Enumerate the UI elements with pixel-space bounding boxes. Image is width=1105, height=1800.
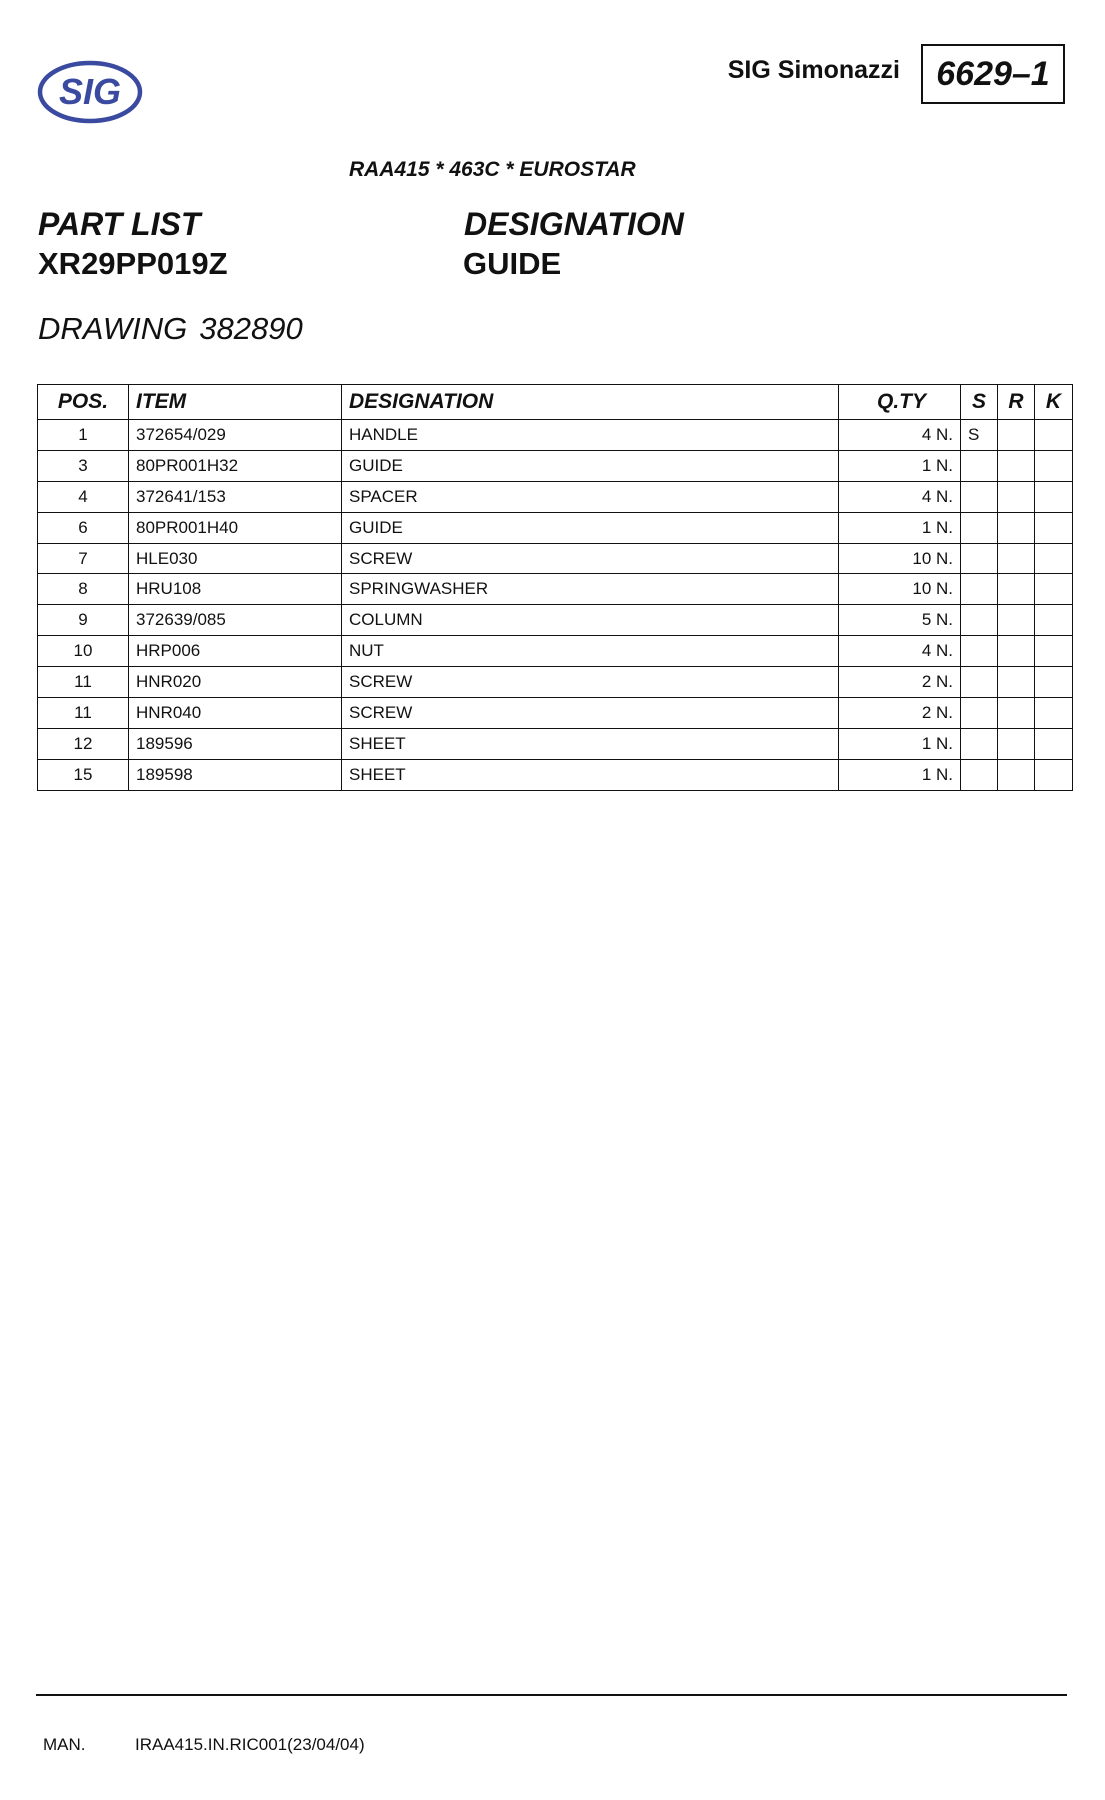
cell-qty: 10 N. bbox=[839, 543, 961, 574]
cell-k bbox=[1035, 605, 1073, 636]
part-list-code: XR29PP019Z bbox=[38, 246, 228, 281]
cell-qty: 4 N. bbox=[839, 481, 961, 512]
cell-item: 372639/085 bbox=[129, 605, 342, 636]
table-row bbox=[38, 574, 1073, 605]
document-number-box bbox=[921, 44, 1065, 104]
table-row bbox=[38, 667, 1073, 698]
cell-s bbox=[961, 450, 998, 481]
cell-r bbox=[998, 667, 1035, 698]
document-number: 6629–1 bbox=[936, 54, 1050, 93]
cell-item: HLE030 bbox=[129, 543, 342, 574]
cell-designation: COLUMN bbox=[342, 605, 839, 636]
cell-r bbox=[998, 512, 1035, 543]
cell-item: 80PR001H40 bbox=[129, 512, 342, 543]
cell-item: 372654/029 bbox=[129, 420, 342, 451]
cell-r bbox=[998, 759, 1035, 790]
cell-qty: 4 N. bbox=[839, 420, 961, 451]
cell-qty: 2 N. bbox=[839, 698, 961, 729]
cell-designation: GUIDE bbox=[342, 450, 839, 481]
cell-s bbox=[961, 543, 998, 574]
cell-s bbox=[961, 481, 998, 512]
header-item: ITEM bbox=[129, 385, 342, 420]
cell-s bbox=[961, 574, 998, 605]
drawing-label: DRAWING bbox=[38, 311, 188, 346]
cell-r bbox=[998, 574, 1035, 605]
cell-s: S bbox=[961, 420, 998, 451]
cell-qty: 4 N. bbox=[839, 636, 961, 667]
cell-k bbox=[1035, 574, 1073, 605]
footer-rule bbox=[36, 1694, 1067, 1696]
cell-designation: SPRINGWASHER bbox=[342, 574, 839, 605]
footer-label: MAN. bbox=[43, 1735, 86, 1754]
svg-text:SIG: SIG bbox=[58, 71, 122, 112]
cell-designation: SHEET bbox=[342, 759, 839, 790]
cell-k bbox=[1035, 698, 1073, 729]
cell-pos: 4 bbox=[38, 481, 129, 512]
table-row bbox=[38, 420, 1073, 451]
cell-s bbox=[961, 605, 998, 636]
cell-item: HNR020 bbox=[129, 667, 342, 698]
model-line: RAA415 * 463C * EUROSTAR bbox=[349, 158, 636, 181]
header-pos: POS. bbox=[38, 385, 129, 420]
part-list-label: PART LIST bbox=[38, 206, 201, 242]
cell-qty: 1 N. bbox=[839, 728, 961, 759]
table-row bbox=[38, 450, 1073, 481]
cell-k bbox=[1035, 543, 1073, 574]
cell-designation: HANDLE bbox=[342, 420, 839, 451]
company-name: SIG Simonazzi bbox=[727, 56, 900, 84]
designation-label: DESIGNATION bbox=[464, 206, 684, 242]
cell-r bbox=[998, 420, 1035, 451]
header-r: R bbox=[998, 385, 1035, 420]
cell-k bbox=[1035, 667, 1073, 698]
cell-qty: 1 N. bbox=[839, 512, 961, 543]
cell-pos: 8 bbox=[38, 574, 129, 605]
table-row bbox=[38, 698, 1073, 729]
cell-pos: 10 bbox=[38, 636, 129, 667]
cell-pos: 1 bbox=[38, 420, 129, 451]
cell-r bbox=[998, 728, 1035, 759]
cell-s bbox=[961, 667, 998, 698]
cell-designation: SCREW bbox=[342, 543, 839, 574]
cell-pos: 7 bbox=[38, 543, 129, 574]
cell-pos: 3 bbox=[38, 450, 129, 481]
header-designation: DESIGNATION bbox=[342, 385, 839, 420]
table-row bbox=[38, 728, 1073, 759]
cell-item: 189596 bbox=[129, 728, 342, 759]
cell-designation: SHEET bbox=[342, 728, 839, 759]
table-row bbox=[38, 605, 1073, 636]
sig-logo bbox=[37, 60, 143, 124]
cell-r bbox=[998, 698, 1035, 729]
cell-r bbox=[998, 481, 1035, 512]
cell-item: 189598 bbox=[129, 759, 342, 790]
table-row bbox=[38, 512, 1073, 543]
cell-k bbox=[1035, 759, 1073, 790]
header-k: K bbox=[1035, 385, 1073, 420]
cell-qty: 5 N. bbox=[839, 605, 961, 636]
table-row bbox=[38, 759, 1073, 790]
cell-pos: 6 bbox=[38, 512, 129, 543]
cell-designation: SCREW bbox=[342, 698, 839, 729]
cell-designation: GUIDE bbox=[342, 512, 839, 543]
cell-s bbox=[961, 728, 998, 759]
cell-item: HRP006 bbox=[129, 636, 342, 667]
footer-code: IRAA415.IN.RIC001(23/04/04) bbox=[135, 1735, 365, 1754]
cell-k bbox=[1035, 420, 1073, 451]
cell-designation: SCREW bbox=[342, 667, 839, 698]
cell-pos: 12 bbox=[38, 728, 129, 759]
cell-qty: 1 N. bbox=[839, 759, 961, 790]
cell-item: HRU108 bbox=[129, 574, 342, 605]
cell-r bbox=[998, 636, 1035, 667]
header-qty: Q.TY bbox=[839, 385, 961, 420]
table-row bbox=[38, 543, 1073, 574]
table-row bbox=[38, 481, 1073, 512]
cell-k bbox=[1035, 512, 1073, 543]
cell-s bbox=[961, 636, 998, 667]
cell-qty: 1 N. bbox=[839, 450, 961, 481]
cell-designation: SPACER bbox=[342, 481, 839, 512]
table-header-row bbox=[38, 385, 1073, 420]
drawing-number: 382890 bbox=[199, 311, 303, 346]
cell-qty: 2 N. bbox=[839, 667, 961, 698]
parts-table bbox=[37, 384, 1073, 791]
cell-pos: 11 bbox=[38, 667, 129, 698]
cell-pos: 15 bbox=[38, 759, 129, 790]
cell-k bbox=[1035, 728, 1073, 759]
table-row bbox=[38, 636, 1073, 667]
cell-s bbox=[961, 759, 998, 790]
cell-r bbox=[998, 605, 1035, 636]
cell-item: HNR040 bbox=[129, 698, 342, 729]
designation-value: GUIDE bbox=[463, 246, 562, 281]
cell-designation: NUT bbox=[342, 636, 839, 667]
cell-item: 372641/153 bbox=[129, 481, 342, 512]
cell-item: 80PR001H32 bbox=[129, 450, 342, 481]
cell-k bbox=[1035, 636, 1073, 667]
cell-k bbox=[1035, 450, 1073, 481]
cell-pos: 9 bbox=[38, 605, 129, 636]
drawing-line bbox=[38, 311, 303, 347]
cell-k bbox=[1035, 481, 1073, 512]
cell-s bbox=[961, 698, 998, 729]
header-s: S bbox=[961, 385, 998, 420]
cell-pos: 11 bbox=[38, 698, 129, 729]
cell-qty: 10 N. bbox=[839, 574, 961, 605]
cell-r bbox=[998, 450, 1035, 481]
cell-r bbox=[998, 543, 1035, 574]
cell-s bbox=[961, 512, 998, 543]
